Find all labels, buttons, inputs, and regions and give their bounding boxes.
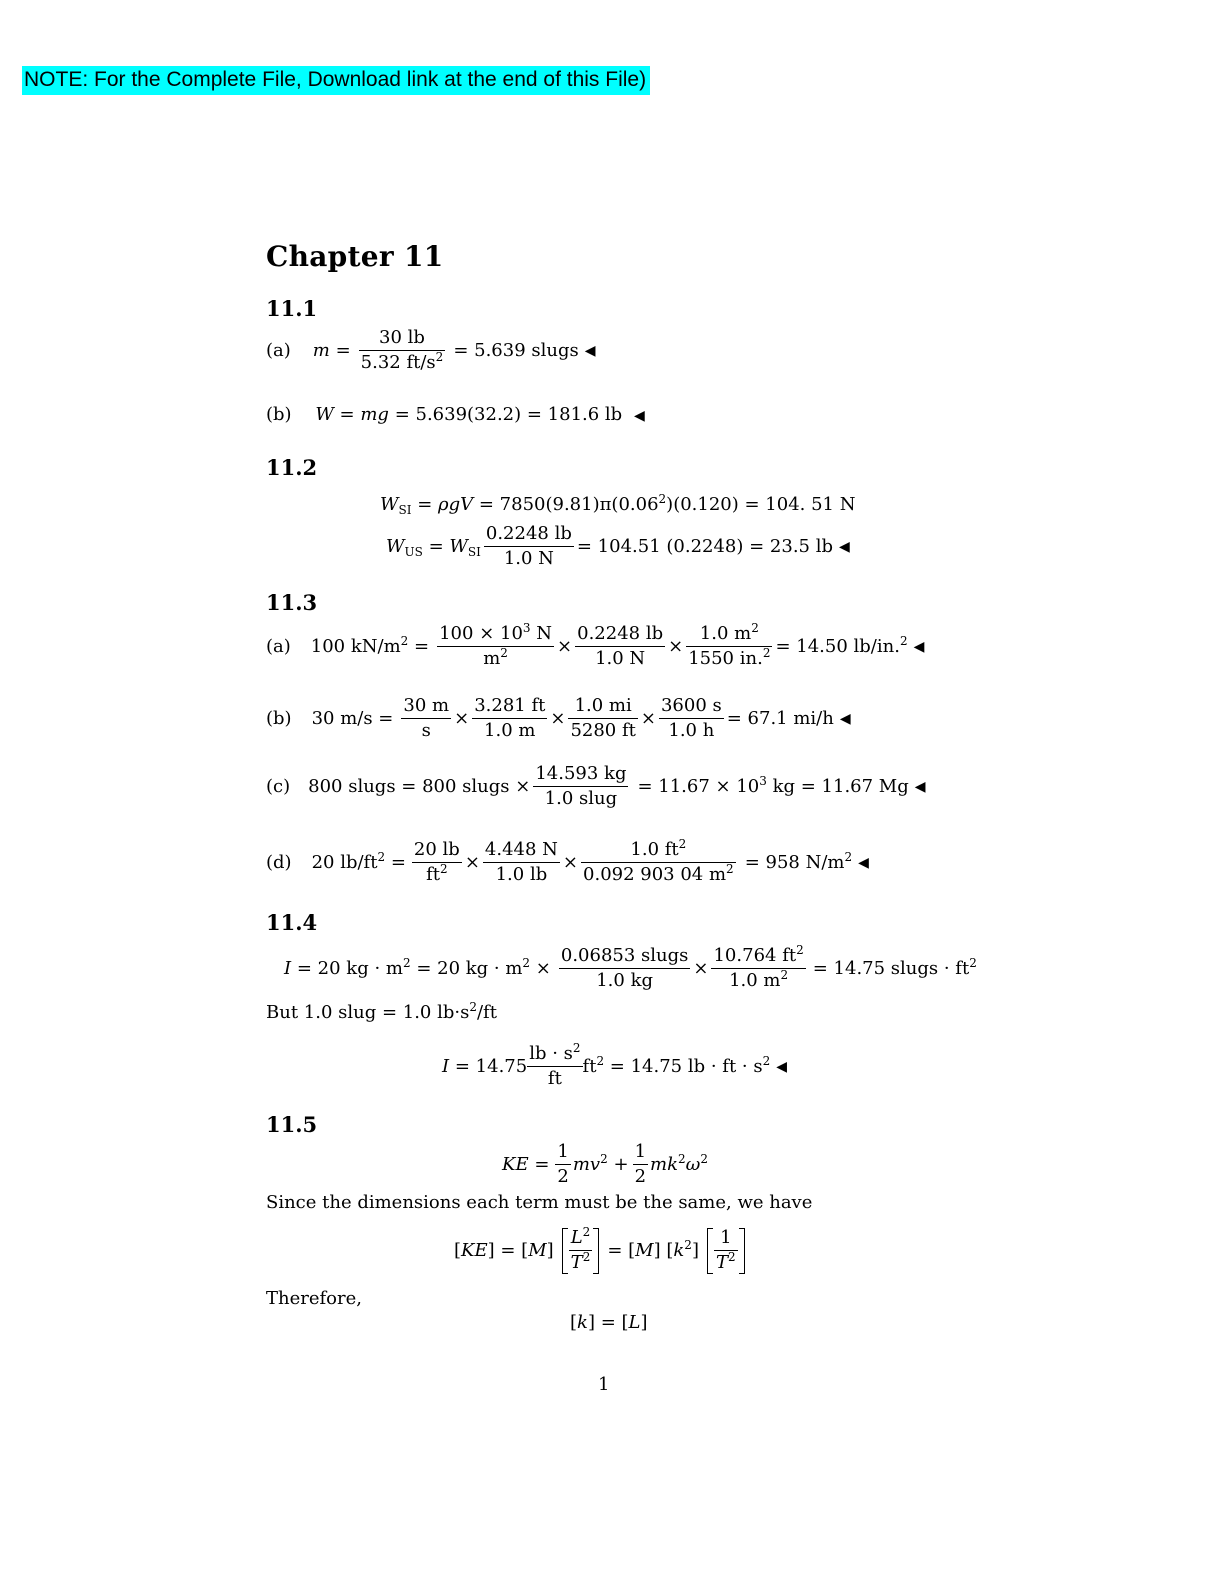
fraction: $\frac{14.593 kg}{\text{1.0 slug}}$ (535, 763, 627, 809)
eq-11-3-b: (b) 30 m/s = $\frac{30 m}{s}$ × $\frac{3.281 ft}{1.0 m}$ × $\frac{1.0 mi}{5280 ft}$ × $\frac{3600 s}{1.0 h}$ = 67.1 mi/h ◀ (266, 695, 851, 741)
section-11-5: 11.5 (266, 1112, 318, 1137)
section-11-3: 11.3 (266, 590, 318, 615)
answer-marker-icon: ◀ (914, 778, 926, 795)
fraction: $\frac{100 \times 10^3 N}{m^2}$ (439, 621, 553, 669)
chapter-title: Chapter 11 (266, 240, 444, 273)
text-dimensions: Since the dimensions each term must be the same, we have (266, 1192, 813, 1213)
text-slug-definition: But 1.0 slug = 1.0 $lb\cdot s^2/ft$ (266, 1000, 497, 1023)
fraction: $\frac{20 lb}{ft^2}$ (413, 839, 460, 885)
fraction: $\frac{lb \cdot s^2}{ft}$ (529, 1041, 581, 1089)
eq-11-1-a: (a) m = $\frac{30 lb}{5.32 ft/s^2}$ = 5.639 slugs ◀ (266, 327, 596, 373)
fraction: $\frac{1}{2}$ (557, 1141, 569, 1187)
eq-11-5-ke: KE = $\frac{1}{2}$ $mv^2$ + $\frac{1}{2}$ $mk^2\omega^2$ (502, 1141, 708, 1187)
eq-11-4-line1: I = 20 kg · $m^2 = 20$ kg · $m^2$ × $\frac{\text{0.06853 slugs}}{1.0 kg}$ × $\frac{10.764 ft^2}{1.0 m^2}$ = 14.75 slugs · $ft^2$ (284, 943, 977, 991)
section-11-1: 11.1 (266, 296, 318, 321)
part-label: (a) (266, 339, 291, 361)
download-note: NOTE: For the Complete File, Download link at the end of this File) (22, 66, 650, 95)
fraction: $\frac{4.448 N}{1.0 lb}$ (484, 839, 558, 885)
fraction: $\frac{\text{0.06853 slugs}}{1.0 kg}$ (560, 945, 689, 991)
eq-11-2-line2: $W_{US} = W_{SI}$ $\frac{0.2248 lb}{1.0 N}$ = 104.51 (0.2248) = 23.5 lb ◀ (386, 523, 850, 569)
fraction: $\frac{1.0 mi}{5280 ft}$ (570, 695, 636, 741)
section-11-4: 11.4 (266, 910, 318, 935)
fraction: $\frac{10.764 ft^2}{1.0 m^2}$ (713, 943, 804, 991)
fraction: $\frac{30 m}{s}$ (403, 695, 450, 741)
answer-marker-icon: ◀ (913, 638, 925, 655)
fraction: $\frac{30 lb}{5.32 ft/s^2}$ (360, 327, 444, 373)
section-11-2: 11.2 (266, 455, 318, 480)
eq-11-4-line2: I = 14.75 $\frac{lb \cdot s^2}{ft}$ $ft^2 = 14.75$ lb · ft · $s^2$ ◀ (442, 1041, 788, 1089)
answer-marker-icon: ◀ (858, 854, 869, 871)
eq-11-2-line1: $W_{SI} = \rho gV = 7850(9.81)\pi(0.06^2)(0.120) = 104$. 51 N (380, 492, 856, 517)
eq-11-1-b: (b) W = mg = 5.639(32.2) = 181.6 lb ◀ (266, 404, 645, 425)
eq-11-3-a: (a) 100 $kN/m^2$ = $\frac{100 \times 10^3 N}{m^2}$ × $\frac{0.2248 lb}{1.0 N}$ × $\frac{1.0 m^2}{1550 in.^2}$ = 14.50 lb/in.$^2$ ◀ (266, 621, 925, 669)
fraction: $\frac{0.2248 lb}{1.0 N}$ (485, 523, 572, 569)
fraction: $\frac{3600 s}{1.0 h}$ (660, 695, 722, 741)
text-therefore: Therefore, (266, 1288, 362, 1309)
answer-marker-icon: ◀ (839, 710, 851, 727)
answer-marker-icon: ◀ (633, 408, 645, 424)
fraction: $\frac{1}{T^2}$ (715, 1227, 736, 1273)
fraction: $\frac{1}{2}$ (634, 1141, 647, 1187)
fraction: $\frac{L^2}{T^2}$ (570, 1225, 591, 1273)
eq-11-3-d: (d) 20 $lb/ft^2$ = $\frac{20 lb}{ft^2}$ × $\frac{4.448 N}{1.0 lb}$ × $\frac{1.0 ft^2}{0.092 903 04 m^2}$ = 958 $N/m^2$ ◀ (266, 837, 869, 885)
fraction: $\frac{1.0 ft^2}{0.092 903 04 m^2}$ (583, 837, 734, 885)
fraction: $\frac{0.2248 lb}{1.0 N}$ (577, 623, 664, 669)
fraction: $\frac{3.281 ft}{1.0 m}$ (474, 695, 546, 741)
answer-marker-icon: ◀ (584, 342, 596, 359)
result: = 5.639 slugs (453, 339, 579, 361)
fraction: $\frac{1.0 m^2}{1550 in.^2}$ (688, 621, 771, 669)
answer-marker-icon: ◀ (776, 1058, 788, 1075)
answer-marker-icon: ◀ (839, 538, 850, 555)
page-number: 1 (598, 1374, 610, 1395)
eq-11-3-c: (c) 800 slugs = 800 slugs × $\frac{14.593 kg}{\text{1.0 slug}}$ = $11.67 \times 10^3$ kg = 11.67 Mg ◀ (266, 763, 926, 809)
eq-11-5-result: [k] = [L] (570, 1312, 648, 1333)
eq-11-5-dims: [KE] = [M] $\frac{L^2}{T^2}$ = [M] $[k^2]$ $\frac{1}{T^2}$ (454, 1226, 745, 1275)
